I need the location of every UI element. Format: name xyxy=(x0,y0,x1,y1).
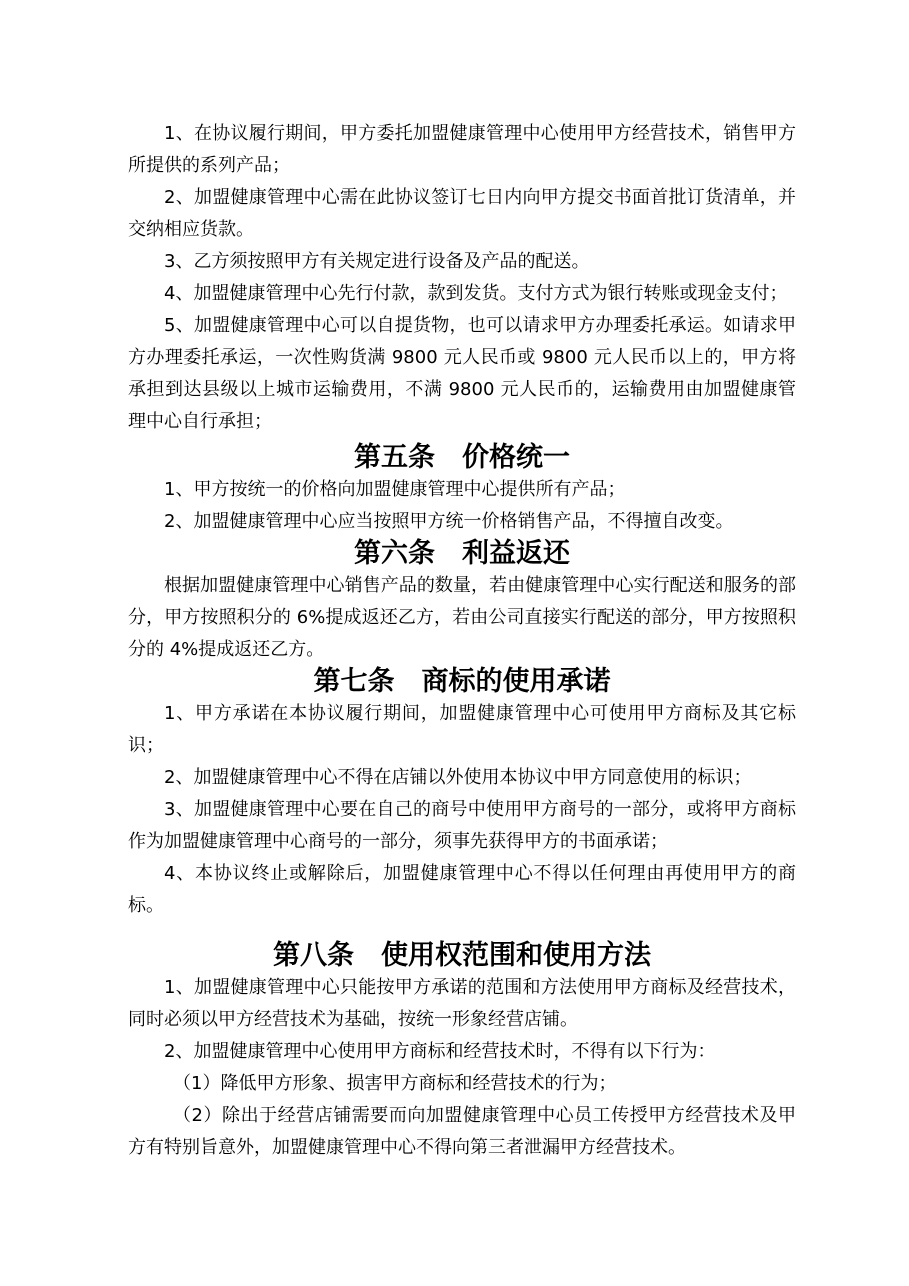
section7-heading: 第七条 商标的使用承诺 xyxy=(313,666,611,697)
section4-item-2: 2、加盟健康管理中心需在此协议签订七日内向甲方提交书面首批订货清单，并交纳相应货款。 xyxy=(128,187,796,240)
section4-item-1: 1、在协议履行期间，甲方委托加盟健康管理中心使用甲方经营技术，销售甲方所提供的系列产品； xyxy=(128,123,796,176)
section8-heading: 第八条 使用权范围和使用方法 xyxy=(273,940,651,971)
section8-item-1: 1、加盟健康管理中心只能按甲方承诺的范围和方法使用甲方商标及经营技术，同时必须以甲方经营技术为基础，按统一形象经营店铺。 xyxy=(128,977,796,1030)
section4-item-5: 5、加盟健康管理中心可以自提货物，也可以请求甲方办理委托承运。如请求甲方办理委托承运，一次性购货满 9800 元人民币或 9800 元人民币以上的，甲方将承担到达县级以上城市运输费用，不满 9800 元人民币的，运输费用由加盟健康管理中心自行承担； xyxy=(128,315,796,432)
section5-item-1: 1、甲方按统一的价格向加盟健康管理中心提供所有产品； xyxy=(164,479,626,500)
section8-subitem-1: （1）降低甲方形象、损害甲方商标和经营技术的行为； xyxy=(173,1073,617,1094)
section7-item-4: 4、本协议终止或解除后，加盟健康管理中心不得以任何理由再使用甲方的商标。 xyxy=(128,863,796,916)
section8-subitem-2: （2）除出于经营店铺需要而向加盟健康管理中心员工传授甲方经营技术及甲方有特别旨意外，加盟健康管理中心不得向第三者泄漏甲方经营技术。 xyxy=(128,1105,796,1158)
section4-item-4: 4、加盟健康管理中心先行付款，款到发货。支付方式为银行转账或现金支付； xyxy=(164,283,788,304)
section7-item-1: 1、甲方承诺在本协议履行期间，加盟健康管理中心可使用甲方商标及其它标识； xyxy=(128,703,796,756)
section6-heading: 第六条 利益返还 xyxy=(354,538,570,569)
section8-item-2: 2、加盟健康管理中心使用甲方商标和经营技术时，不得有以下行为： xyxy=(164,1041,716,1062)
section7-item-2: 2、加盟健康管理中心不得在店铺以外使用本协议中甲方同意使用的标识； xyxy=(164,767,752,788)
section7-item-3: 3、加盟健康管理中心要在自己的商号中使用甲方商号的一部分，或将甲方商标作为加盟健康管理中心商号的一部分，须事先获得甲方的书面承诺； xyxy=(128,799,796,852)
section5-item-2: 2、加盟健康管理中心应当按照甲方统一价格销售产品，不得擅自改变。 xyxy=(164,511,734,532)
document-body xyxy=(128,118,796,1164)
section5-heading: 第五条 价格统一 xyxy=(354,442,570,473)
section6-item-1: 根据加盟健康管理中心销售产品的数量，若由健康管理中心实行配送和服务的部分，甲方按照积分的 6%提成返还乙方，若由公司直接实行配送的部分，甲方按照积分的 4%提成返还乙方。 xyxy=(128,575,796,660)
section4-item-3: 3、乙方须按照甲方有关规定进行设备及产品的配送。 xyxy=(164,251,590,272)
